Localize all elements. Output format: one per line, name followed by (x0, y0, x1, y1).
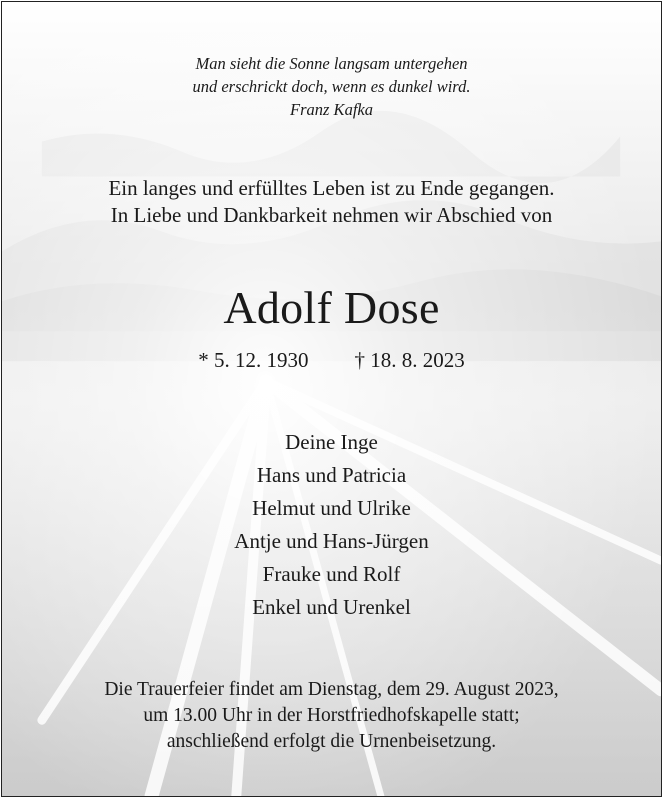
service-line: Die Trauerfeier findet am Dienstag, dem 29. August 2023, (104, 679, 559, 700)
intro-line: Ein langes und erfülltes Leben ist zu Ende gegangen. (108, 176, 555, 200)
mourner-entry: Helmut und Ulrike (252, 496, 411, 520)
quote-author: Franz Kafka (290, 100, 373, 119)
mourner-entry: Frauke und Rolf (262, 562, 401, 586)
intro-line: In Liebe und Dankbarkeit nehmen wir Abschied von (110, 203, 553, 227)
quote-line: und erschrickt doch, wenn es dunkel wird. (192, 77, 471, 96)
birth-date: * 5. 12. 1930 (198, 348, 309, 372)
notice-text (2, 2, 661, 796)
quote-line: Man sieht die Sonne langsam untergehen (195, 54, 468, 73)
service-line: anschließend erfolgt die Urnenbeisetzung. (166, 731, 497, 752)
deceased-name: Adolf Dose (223, 282, 440, 333)
mourners-list (2, 426, 661, 624)
mourner-entry: Deine Inge (285, 430, 378, 454)
intro-text (2, 175, 661, 229)
mourner-entry: Enkel und Urenkel (252, 595, 411, 619)
mourner-entry: Antje und Hans-Jürgen (234, 529, 429, 553)
mourner-entry: Hans und Patricia (256, 463, 407, 487)
death-date: † 18. 8. 2023 (354, 348, 465, 372)
quote-block (2, 52, 661, 121)
funeral-service-info (2, 677, 661, 755)
obituary-notice (1, 1, 662, 797)
service-line: um 13.00 Uhr in der Horstfriedhofskapelle statt; (143, 705, 520, 726)
life-dates (2, 346, 661, 374)
